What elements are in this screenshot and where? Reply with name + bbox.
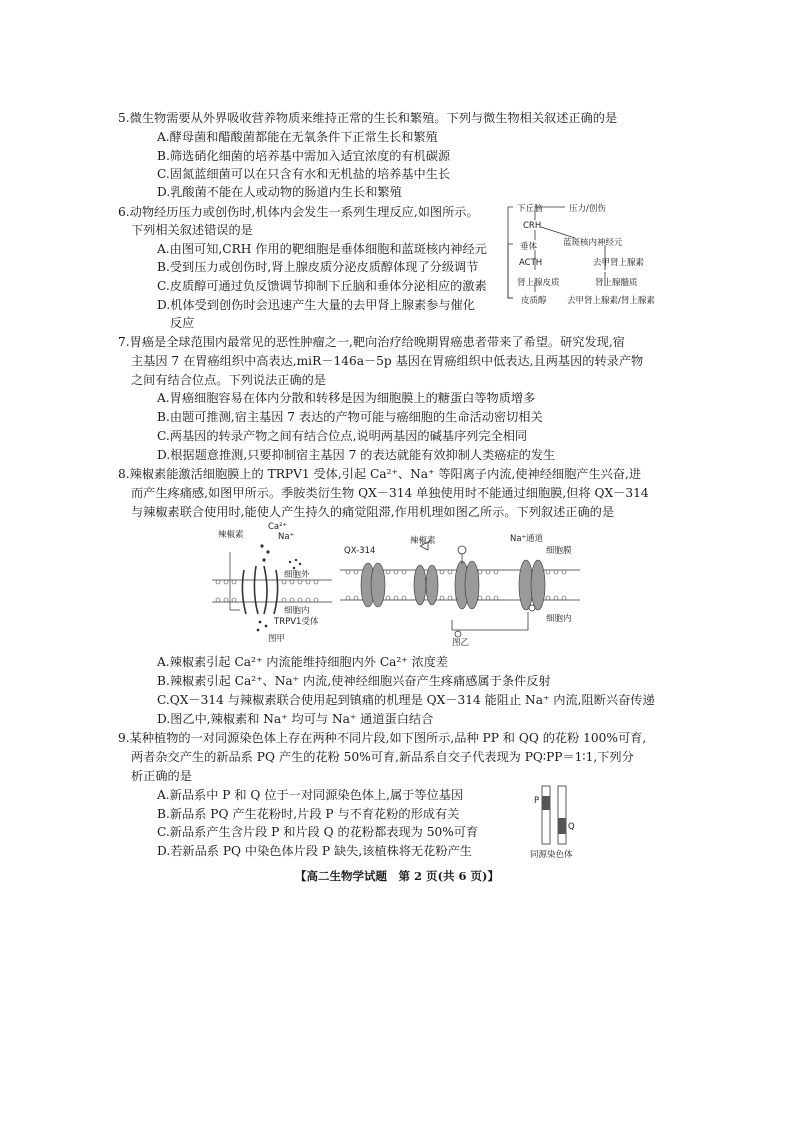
q7-stem-line1: 7.胃癌是全球范围内最常见的恶性肿瘤之一,靶向治疗给晚期胃癌患者带来了希望。研究发现,宿 bbox=[118, 335, 625, 349]
diagram-adrenal-medulla: 肾上腺髓质 bbox=[595, 278, 638, 288]
q7-option-c: C.两基因的转录产物之间有结合位点,说明两基因的碱基序列完全相同 bbox=[157, 429, 528, 443]
diagram-norepinephrine-top: 去甲肾上腺素 bbox=[593, 258, 645, 268]
q6-option-b: B.受到压力或创伤时,肾上腺皮质分泌皮质醇体现了分级调节 bbox=[157, 260, 479, 274]
figure-b-qx314 bbox=[340, 534, 580, 650]
figure-a-sodium-label: Na⁺ bbox=[278, 532, 295, 542]
q6-option-c: C.皮质醇可通过负反馈调节抑制下丘脑和垂体分泌相应的激素 bbox=[157, 279, 487, 293]
q9-option-d: D.若新品系 PQ 中染色体片段 P 缺失,该植株将无花粉产生 bbox=[157, 844, 472, 858]
q6-stem-line2: 下列相关叙述错误的是 bbox=[131, 223, 253, 237]
q8-stem-line1: 8.辣椒素能激活细胞膜上的 TRPV1 受体,引起 Ca²⁺、Na⁺ 等阳离子内流,使神经细胞产生兴奋,进 bbox=[118, 467, 642, 481]
q9-stem-line3: 析正确的是 bbox=[131, 769, 192, 783]
q9-stem-line2: 两者杂交产生的新品系 PQ 产生的花粉 50%可育,新品系自交子代表现为 PQ∶PP＝1∶1,下列分 bbox=[131, 750, 634, 764]
figure-b-membrane bbox=[340, 538, 580, 650]
q8-stem-line2: 而产生疼痛感,如图甲所示。季胺类衍生物 QX－314 单独使用时不能通过细胞膜,但将 QX－314 bbox=[131, 486, 649, 500]
q6-option-d-line1: D.机体受到创伤时会迅速产生大量的去甲肾上腺素参与催化 bbox=[157, 298, 475, 312]
q8-option-c: C.QX－314 与辣椒素联合使用起到镇痛的机理是 QX－314 能阻止 Na⁺ 内流,阻断兴奋传递 bbox=[157, 693, 655, 707]
diagram-norepinephrine-bottom: 去甲肾上腺素/肾上腺素 bbox=[567, 296, 655, 306]
q7-option-b: B.由题可推测,宿主基因 7 表达的产物可能与癌细胞的生命活动密切相关 bbox=[157, 410, 543, 424]
q6-option-d-line2: 反应 bbox=[170, 316, 195, 330]
diagram-crh: CRH bbox=[523, 221, 542, 231]
figure-a-trpv1-label: TRPV1受体 bbox=[274, 617, 319, 627]
figure-b-capsaicin-label: 辣椒素 bbox=[410, 536, 436, 546]
q9-option-c: C.新品系产生含片段 P 和片段 Q 的花粉都表现为 50%可育 bbox=[157, 825, 479, 839]
stress-response-diagram bbox=[505, 200, 695, 310]
diagram-acth: ACTH bbox=[519, 258, 543, 268]
q9-option-b: B.新品系 PQ 产生花粉时,片段 P 与不育花粉的形成有关 bbox=[157, 807, 460, 821]
figure-a-caption: 图甲 bbox=[268, 634, 286, 644]
figure-a-calcium-label: Ca²⁺ bbox=[268, 522, 288, 532]
diagram-hypothalamus: 下丘脑 bbox=[517, 204, 543, 214]
diagram-cortisol: 皮质醇 bbox=[521, 296, 547, 306]
q5-option-b: B.筛选硝化细菌的培养基中需加入适宜浓度的有机碳源 bbox=[157, 149, 451, 163]
homologous-chromosomes-figure bbox=[528, 780, 588, 860]
q5-stem: 5.微生物需要从外界吸收营养物质来维持正常的生长和繁殖。下列与微生物相关叙述正确的是 bbox=[118, 111, 618, 125]
q8-option-a: A.辣椒素引起 Ca²⁺ 内流能维持细胞内外 Ca²⁺ 浓度差 bbox=[157, 655, 449, 669]
diagram-locus-coeruleus: 蓝斑核内神经元 bbox=[563, 238, 623, 248]
figure-b-inside-label: 细胞内 bbox=[546, 614, 572, 624]
q6-option-a: A.由图可知,CRH 作用的靶细胞是垂体细胞和蓝斑核内神经元 bbox=[157, 242, 487, 256]
q5-option-a: A.酵母菌和醋酸菌都能在无氧条件下正常生长和繁殖 bbox=[157, 130, 438, 144]
figure-a-capsaicin-label: 辣椒素 bbox=[218, 530, 244, 540]
diagram-stress: 压力/创伤 bbox=[569, 204, 606, 214]
page-footer: 【高二生物学试题 第 2 页(共 6 页)】 bbox=[295, 869, 499, 883]
figure-b-caption: 图乙 bbox=[452, 638, 470, 648]
q9-stem-line1: 9.某种植物的一对同源染色体上存在两种不同片段,如下图所示,品种 PP 和 QQ 的花粉 100%可育, bbox=[118, 731, 647, 745]
q7-option-a: A.胃癌细胞容易在体内分散和转移是因为细胞膜上的糖蛋白等物质增多 bbox=[157, 391, 536, 405]
figure-a-outside-label: 细胞外 bbox=[284, 570, 310, 580]
q7-option-d: D.根据题意推测,只要抑制宿主基因 7 的表达就能有效抑制人类癌症的发生 bbox=[157, 448, 556, 462]
chromosome-q-label: Q bbox=[568, 822, 575, 832]
figure-b-membrane-label: 细胞膜 bbox=[546, 546, 572, 556]
q5-option-c: C.固氮蓝细菌可以在只含有水和无机盐的培养基中生长 bbox=[157, 167, 451, 181]
q8-option-d: D.图乙中,辣椒素和 Na⁺ 均可与 Na⁺ 通道蛋白结合 bbox=[157, 712, 434, 726]
figure-a-inside-label: 细胞内 bbox=[284, 606, 310, 616]
figure-a-trpv1 bbox=[212, 522, 332, 642]
q8-stem-line3: 与辣椒素联合使用时,能使人产生持久的痛觉阻滞,作用机理如图乙所示。下列叙述正确的是 bbox=[131, 505, 615, 519]
chromosome-p-label: P bbox=[534, 796, 540, 806]
q9-option-a: A.新品系中 P 和 Q 位于一对同源染色体上,属于等位基因 bbox=[157, 788, 464, 802]
q6-stem-line1: 6.动物经历压力或创伤时,机体内会发生一系列生理反应,如图所示。 bbox=[118, 205, 479, 219]
diagram-adrenal-cortex: 肾上腺皮质 bbox=[517, 278, 560, 288]
diagram-pituitary: 垂体 bbox=[520, 242, 538, 252]
q8-option-b: B.辣椒素引起 Ca²⁺、Na⁺ 内流,使神经细胞兴奋产生疼痛感属于条件反射 bbox=[157, 674, 551, 688]
q7-stem-line2: 主基因 7 在胃癌组织中高表达,miR－146a－5p 基因在胃癌组织中低表达,且两基因的转录产物 bbox=[131, 354, 644, 368]
chromosome-caption: 同源染色体 bbox=[530, 850, 573, 860]
q7-stem-line3: 之间有结合位点。下列说法正确的是 bbox=[131, 373, 326, 387]
figure-b-qx314-label: QX-314 bbox=[344, 546, 376, 556]
figure-b-sodium-channel-label: Na⁺通道 bbox=[510, 534, 544, 544]
q5-option-d: D.乳酸菌不能在人或动物的肠道内生长和繁殖 bbox=[157, 185, 402, 199]
